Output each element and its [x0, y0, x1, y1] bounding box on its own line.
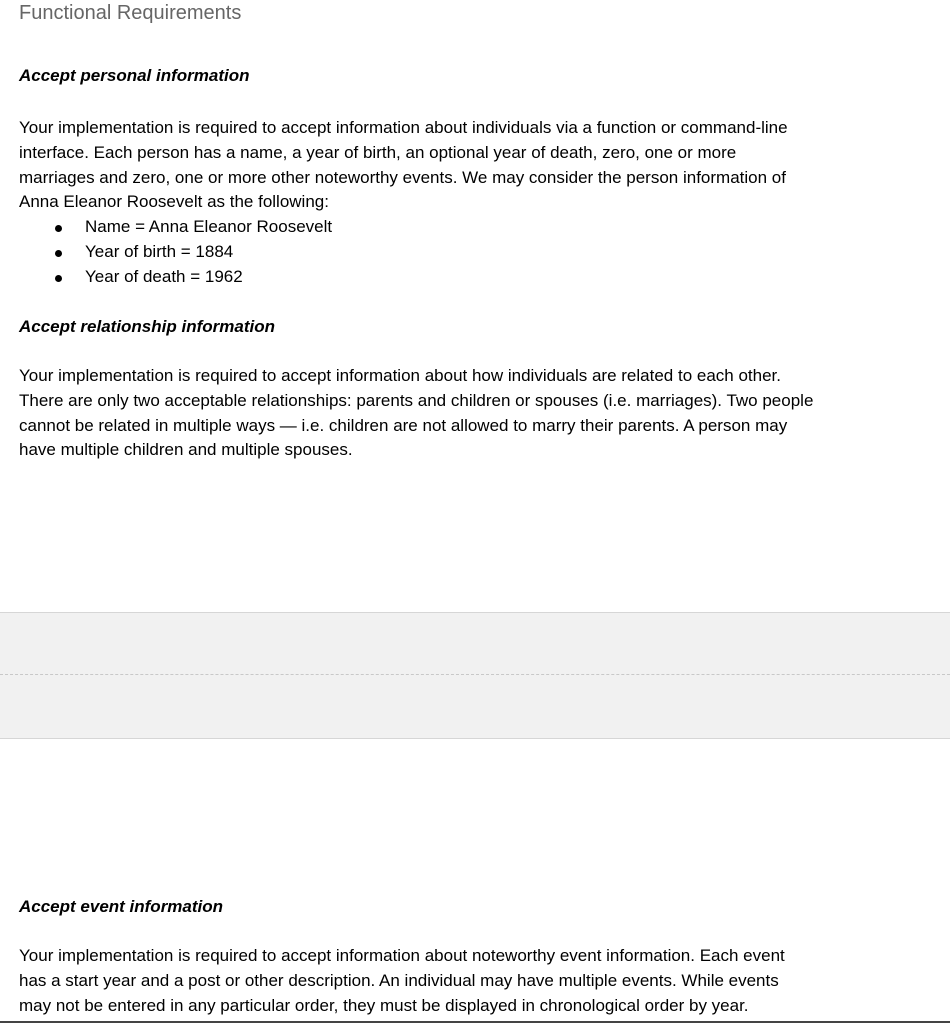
- list-item-text: Year of death = 1962: [85, 267, 243, 286]
- paragraph-line: interface. Each person has a name, a year of birth, an optional year of death, zero, one or more: [19, 142, 737, 162]
- paragraph-line: may not be entered in any particular order, they must be displayed in chronological order by year.: [19, 995, 749, 1015]
- list-item-text: Name = Anna Eleanor Roosevelt: [85, 217, 333, 236]
- bullet-icon: [55, 225, 62, 232]
- paragraph-personal-information: [19, 116, 919, 215]
- paragraph-line: have multiple children and multiple spouses.: [19, 440, 353, 460]
- paragraph-line: Your implementation is required to accept information about individuals via a function or command-line: [19, 118, 788, 137]
- paragraph-event-information: [19, 944, 919, 1018]
- paragraph-relationship-information: [19, 364, 919, 463]
- heading-personal-information: Accept personal information: [19, 66, 250, 85]
- document-title: Functional Requirements: [19, 2, 242, 24]
- paragraph-line: Your implementation is required to accept information about how individuals are related to each other.: [19, 366, 781, 385]
- list-item-text: Year of birth = 1884: [85, 242, 234, 261]
- paragraph-line: cannot be related in multiple ways — i.e. children are not allowed to marry their parents. A person may: [19, 415, 788, 435]
- page-break-divider: [0, 674, 950, 675]
- bottom-divider: [0, 1021, 950, 1023]
- bullet-icon: [55, 250, 62, 257]
- heading-event-information: Accept event information: [19, 897, 224, 916]
- paragraph-line: Your implementation is required to accept information about noteworthy event information. Each event: [19, 946, 785, 965]
- page-break: [0, 612, 950, 739]
- paragraph-line: marriages and zero, one or more other noteworthy events. We may consider the person information of: [19, 167, 786, 187]
- paragraph-line: has a start year and a post or other description. An individual may have multiple events. While events: [19, 970, 779, 990]
- heading-relationship-information: Accept relationship information: [19, 317, 275, 336]
- paragraph-line: Anna Eleanor Roosevelt as the following:: [19, 192, 329, 212]
- paragraph-line: There are only two acceptable relationships: parents and children or spouses (i.e. marriages). Two people: [19, 390, 814, 410]
- bullet-icon: [55, 275, 62, 282]
